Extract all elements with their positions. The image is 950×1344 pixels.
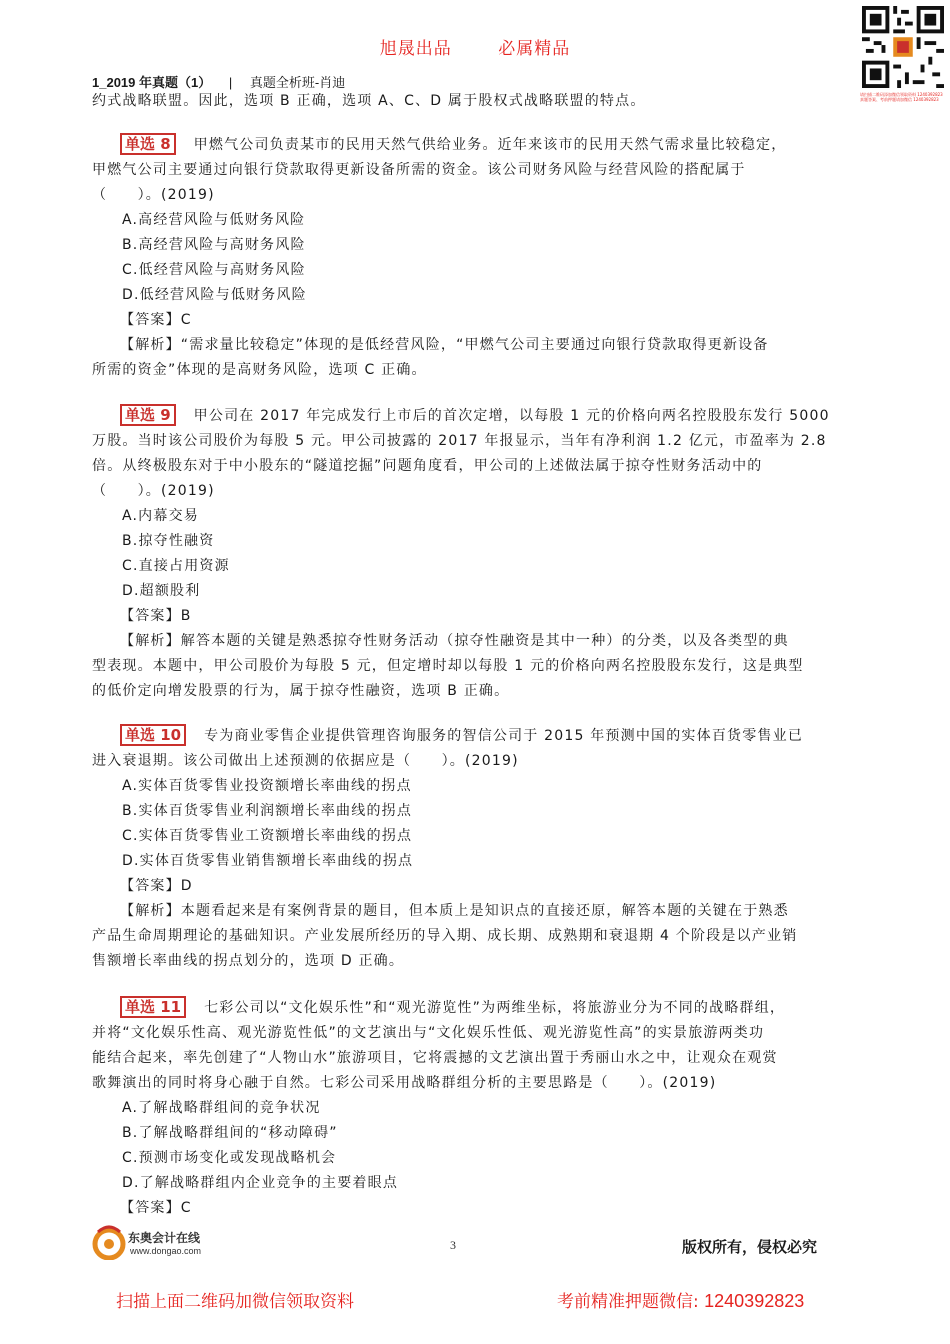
option-b: B.高经营风险与高财务风险: [122, 237, 306, 253]
course-subtitle: 真题全析班-肖迪: [249, 75, 346, 90]
question-text: 甲公司在 2017 年完成发行上市后的首次定增，以每股 1 元的价格向两名控股股东发行 5000: [193, 408, 830, 424]
question-badge: 单选 8: [120, 133, 176, 155]
course-separator: |: [228, 75, 233, 90]
answer: 【答案】B: [120, 608, 192, 624]
option-a: A.内幕交易: [122, 508, 199, 524]
analysis: 【解析】解答本题的关键是熟悉掠夺性财务活动（掠夺性融资是其中一种）的分类，以及各类型的典: [120, 633, 789, 649]
analysis: 产品生命周期理论的基础知识。产业发展所经历的导入期、成长期、成熟期和衰退期 4 个阶段是以产业销: [92, 928, 798, 944]
question-text: 甲燃气公司主要通过向银行贷款取得更新设备所需的资金。该公司财务风险与经营风险的搭配属于: [92, 162, 746, 178]
option-c: C.实体百货零售业工资额增长率曲线的拐点: [122, 828, 413, 844]
analysis: 所需的资金”体现的是高财务风险，选项 C 正确。: [92, 362, 427, 378]
answer: 【答案】D: [120, 878, 193, 894]
answer: 【答案】C: [120, 312, 192, 328]
analysis: 售额增长率曲线的拐点划分的，选项 D 正确。: [92, 953, 405, 969]
option-d: D.超额股利: [122, 583, 201, 599]
analysis: 型表现。本题中，甲公司股价为每股 5 元，但定增时却以每股 1 元的价格向两名控股股东发行，这是典型: [92, 658, 804, 674]
promo-right-number: 1240392823: [704, 1291, 805, 1311]
question-text: （ ）。(2019): [92, 187, 215, 203]
dongao-logo-icon: [92, 1224, 126, 1260]
option-d: D.实体百货零售业销售额增长率曲线的拐点: [122, 853, 414, 869]
course-title: 1_2019 年真题（1）: [92, 75, 212, 90]
question-10: [92, 724, 862, 974]
question-8: [92, 133, 862, 383]
banner-right: 必属精品: [498, 39, 571, 59]
question-text: （ ）。(2019): [92, 483, 215, 499]
option-a: A.高经营风险与低财务风险: [122, 212, 306, 228]
promo-left: 扫描上面二维码加微信领取资料: [116, 1292, 354, 1312]
question-badge: 单选 9: [120, 404, 176, 426]
analysis: 【解析】“需求量比较稳定”体现的是低经营风险，“甲燃气公司主要通过向银行贷款取得更新设备: [120, 337, 769, 353]
option-c: C.低经营风险与高财务风险: [122, 262, 306, 278]
answer: 【答案】C: [120, 1200, 192, 1216]
intro-line: 约式战略联盟。因此，选项 B 正确，选项 A、C、D 属于股权式战略联盟的特点。: [92, 93, 646, 109]
promo-right: [557, 1287, 804, 1312]
qr-caption: 请扫描二维码添加微信领取资料 1240392823 真题答案、考前押题请加微信 1240392823: [860, 92, 943, 102]
question-badge: 单选 11: [120, 996, 186, 1018]
question-text: 专为商业零售企业提供管理咨询服务的智信公司于 2015 年预测中国的实体百货零售业已: [204, 728, 804, 744]
option-b: B.了解战略群组间的“移动障碍”: [122, 1125, 338, 1141]
question-text: 甲燃气公司负责某市的民用天然气供给业务。近年来该市的民用天然气需求量比较稳定，: [193, 137, 787, 153]
question-text: 倍。从终极股东对于中小股东的“隧道挖掘”问题角度看，甲公司的上述做法属于掠夺性财务活动中的: [92, 458, 763, 474]
promo-right-label: 考前精准押题微信:: [557, 1292, 699, 1312]
option-d: D.低经营风险与低财务风险: [122, 287, 307, 303]
page-number: 3: [450, 1238, 456, 1252]
question-9: [92, 404, 862, 704]
logo-name: 东奥会计在线: [128, 1231, 201, 1245]
option-b: B.实体百货零售业利润额增长率曲线的拐点: [122, 803, 413, 819]
copyright-notice: 版权所有，侵权必究: [682, 1238, 818, 1256]
qr-code-image: [862, 6, 944, 88]
option-d: D.了解战略群组内企业竞争的主要着眼点: [122, 1175, 399, 1191]
option-a: A.了解战略群组间的竞争状况: [122, 1100, 321, 1116]
analysis: 【解析】本题看起来是有案例背景的题目，但本质上是知识点的直接还原，解答本题的关键在于熟悉: [120, 903, 789, 919]
question-text: 万股。当时该公司股价为每股 5 元。甲公司披露的 2017 年报显示，当年有净利润 1.2 亿元，市盈率为 2.8: [92, 433, 827, 449]
question-text: 歌舞演出的同时将身心融于自然。七彩公司采用战略群组分析的主要思路是（ ）。(2019): [92, 1075, 717, 1091]
question-text: 并将“文化娱乐性高、观光游览性低”的文艺演出与“文化娱乐性低、观光游览性高”的实景旅游两类功: [92, 1025, 765, 1041]
question-11: [92, 996, 862, 1221]
question-text: 七彩公司以“文化娱乐性”和“观光游览性”为两维坐标，将旅游业分为不同的战略群组，: [204, 1000, 786, 1016]
document-body: [92, 89, 862, 114]
question-text: 能结合起来，率先创建了“人物山水”旅游项目，它将震撼的文艺演出置于秀丽山水之中，让观众在观赏: [92, 1050, 778, 1066]
banner-left: 旭晟出品: [379, 39, 452, 59]
question-text: 进入衰退期。该公司做出上述预测的依据应是（ ）。(2019): [92, 753, 519, 769]
option-c: C.预测市场变化或发现战略机会: [122, 1150, 337, 1166]
analysis: 的低价定向增发股票的行为，属于掠夺性融资，选项 B 正确。: [92, 683, 510, 699]
logo-url: www.dongao.com: [130, 1246, 202, 1256]
top-banner: [0, 34, 950, 59]
option-a: A.实体百货零售业投资额增长率曲线的拐点: [122, 778, 412, 794]
option-b: B.掠夺性融资: [122, 533, 215, 549]
question-badge: 单选 10: [120, 724, 186, 746]
option-c: C.直接占用资源: [122, 558, 230, 574]
